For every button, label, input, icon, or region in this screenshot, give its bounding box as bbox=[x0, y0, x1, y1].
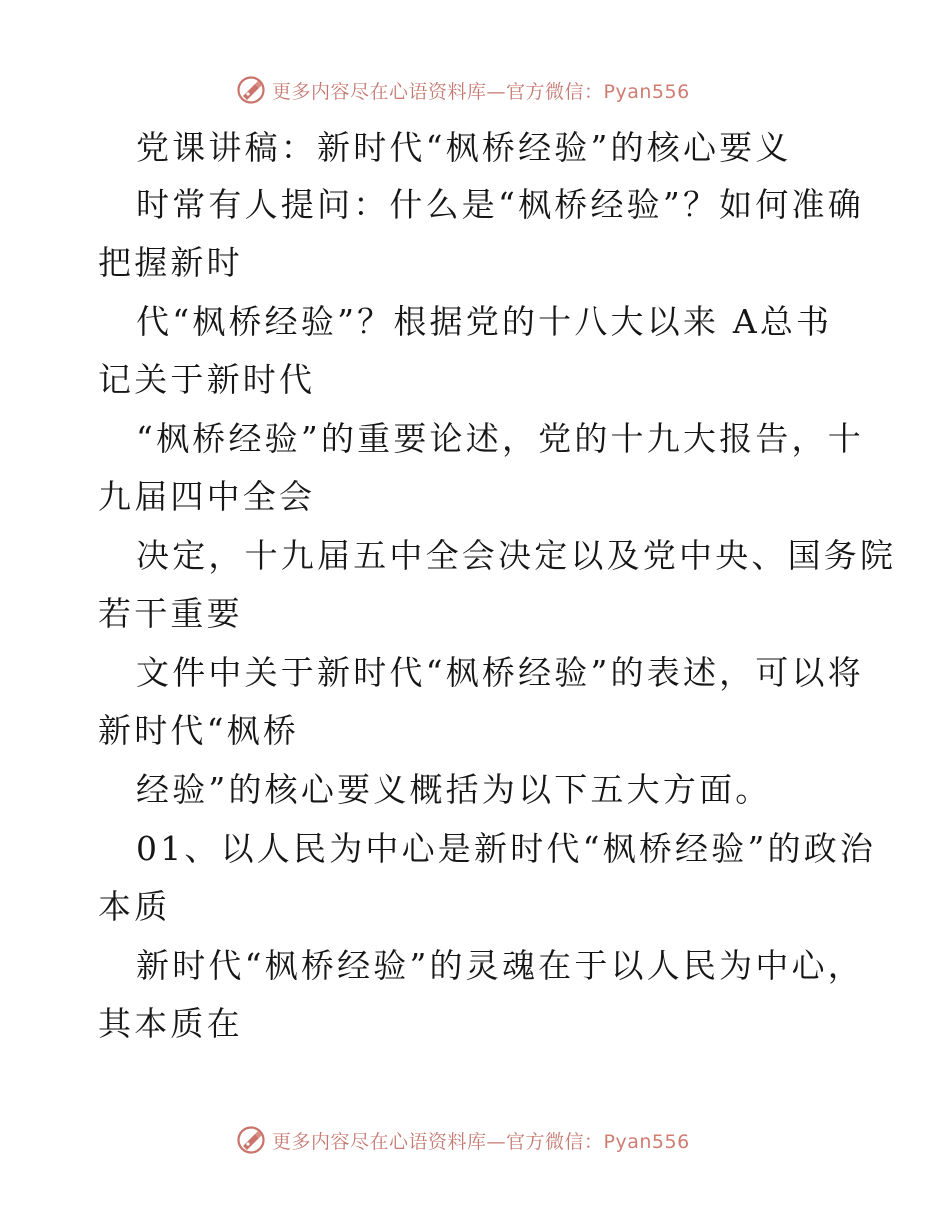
paragraph-line: 若干重要 bbox=[98, 594, 243, 633]
section-heading-01: 01、以人民为中心是新时代“枫桥经验”的政治 bbox=[136, 829, 877, 868]
pen-nib-logo-icon bbox=[236, 75, 266, 105]
paragraph-line: 文件中关于新时代“枫桥经验”的表述，可以将 bbox=[136, 653, 864, 692]
watermark-wechat-id: Pyan556 bbox=[603, 1130, 690, 1153]
section-heading-01-continued: 本质 bbox=[98, 887, 171, 926]
paragraph-line: 记关于新时代 bbox=[98, 360, 316, 399]
header-watermark bbox=[236, 73, 716, 107]
paragraph-line: 把握新时 bbox=[98, 243, 243, 282]
watermark-wechat-id: Pyan556 bbox=[603, 80, 690, 103]
paragraph-line: 其本质在 bbox=[98, 1004, 243, 1043]
footer-watermark bbox=[236, 1123, 716, 1157]
watermark-text bbox=[272, 77, 690, 104]
paragraph-line: “枫桥经验”的重要论述，党的十九大报告，十 bbox=[136, 419, 864, 458]
paragraph-line: 新时代“枫桥 bbox=[98, 711, 300, 750]
paragraph-line: 九届四中全会 bbox=[98, 477, 316, 516]
pen-nib-logo-icon bbox=[236, 1125, 266, 1155]
watermark-chinese: 更多内容尽在心语资料库—官方微信： bbox=[272, 80, 604, 103]
document-title: 党课讲稿：新时代“枫桥经验”的核心要义 bbox=[136, 128, 792, 167]
paragraph-line: 代“枫桥经验”？根据党的十八大以来 A总书 bbox=[136, 302, 833, 341]
paragraph-line: 时常有人提问：什么是“枫桥经验”？如何准确 bbox=[136, 185, 864, 224]
paragraph-line: 决定，十九届五中全会决定以及党中央、国务院 bbox=[136, 536, 897, 575]
paragraph-line: 经验”的核心要义概括为以下五大方面。 bbox=[136, 770, 772, 809]
watermark-text bbox=[272, 1127, 690, 1154]
paragraph-line: 新时代“枫桥经验”的灵魂在于以人民为中心， bbox=[136, 946, 864, 985]
watermark-chinese: 更多内容尽在心语资料库—官方微信： bbox=[272, 1130, 604, 1153]
